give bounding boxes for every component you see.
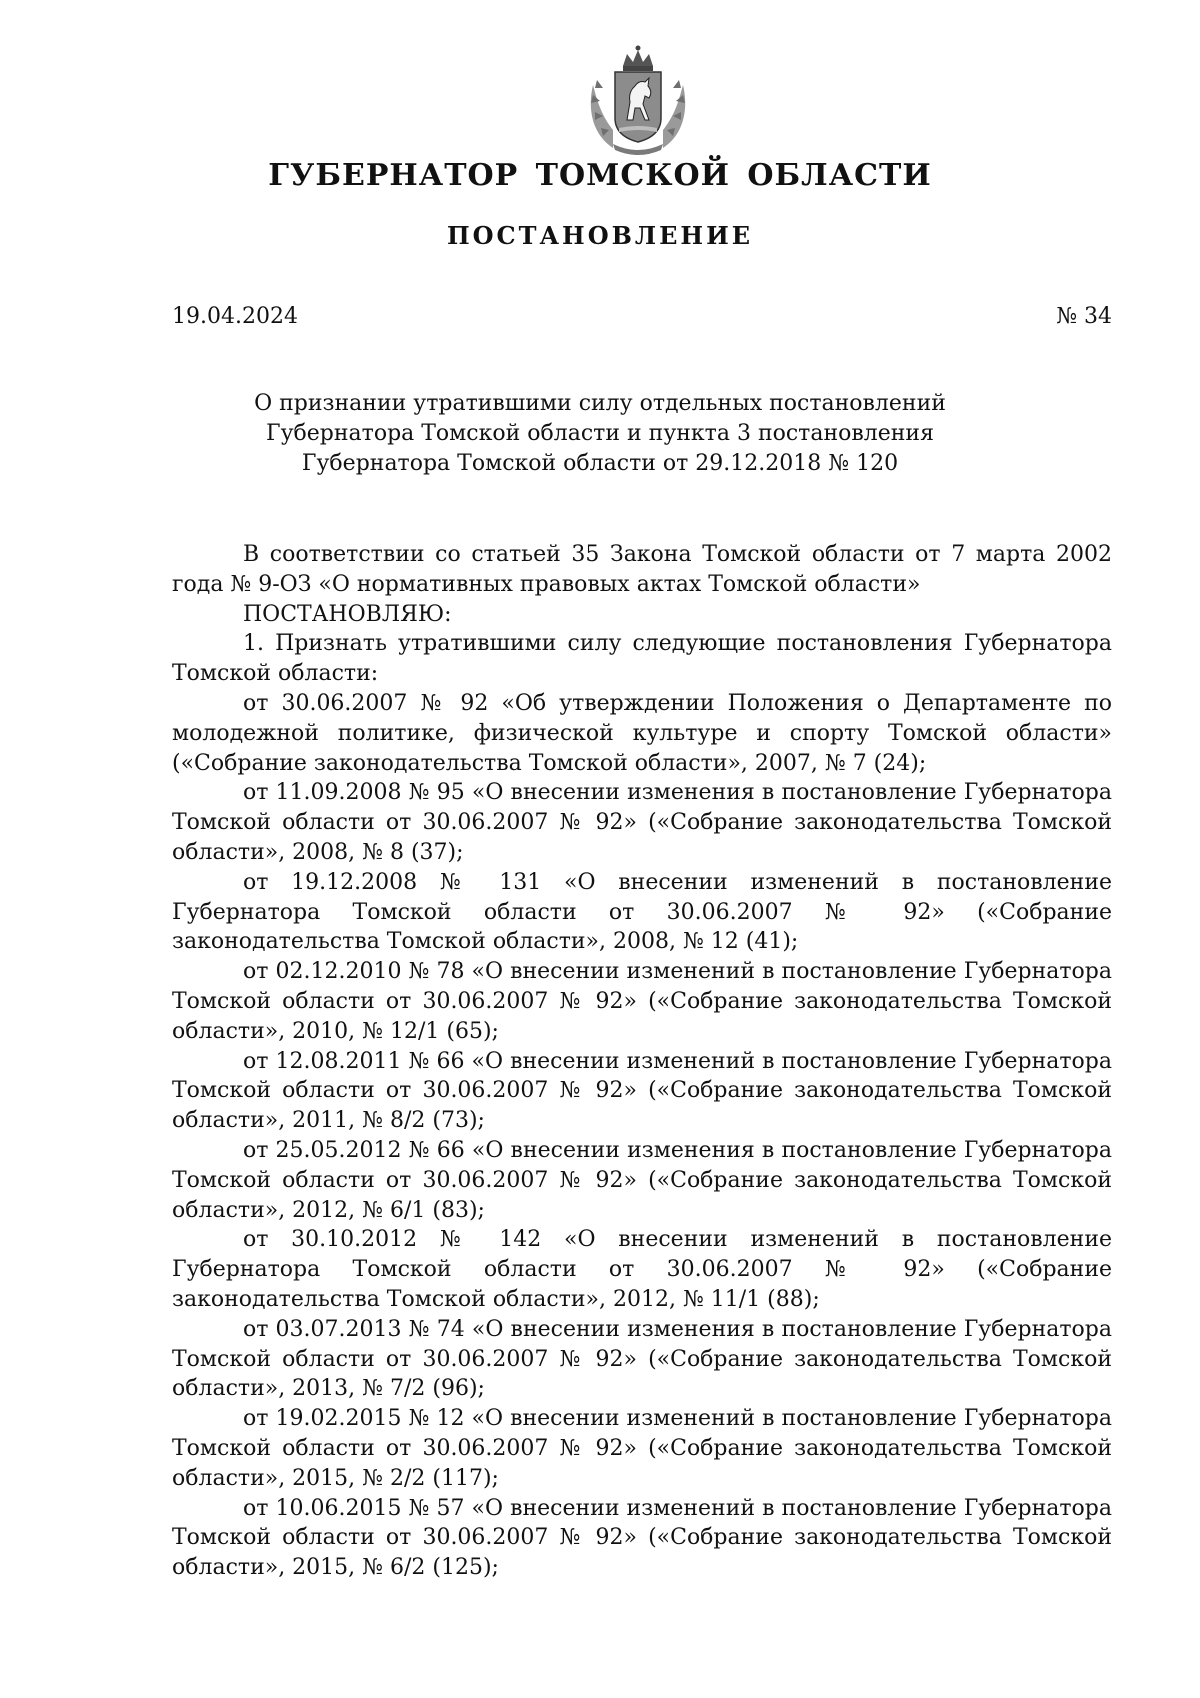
repealed-act-entry: от 12.08.2011 № 66 «О внесении изменений в постановление Губернатора Томской области от 30.06.2007 № 92» («Собрание законодательства Томской области», 2011, № 8/2 (73);	[172, 1048, 1112, 1134]
item-paragraph: 1. Признать утратившими силу следующие постановления Губернатора Томской области:	[172, 631, 1112, 687]
repealed-act-entry: от 03.07.2013 № 74 «О внесении изменения в постановление Губернатора Томской области от 30.06.2007 № 92» («Собрание законодательства Томской области», 2013, № 7/2 (96);	[172, 1316, 1112, 1402]
subject-line: О признании утратившими силу отдельных постановлений	[254, 391, 946, 416]
subject-line: Губернатора Томской области и пункта 3 постановления	[266, 421, 934, 446]
document-number: № 34	[1056, 304, 1112, 329]
repealed-act-entry: от 11.09.2008 № 95 «О внесении изменения в постановление Губернатора Томской области от 30.06.2007 № 92» («Собрание законодательства Томской области», 2008, № 8 (37);	[172, 780, 1112, 865]
repealed-act-entry: от 25.05.2012 № 66 «О внесении изменения в постановление Губернатора Томской области от 30.06.2007 № 92» («Собрание законодательства Томской области», 2012, № 6/1 (83);	[172, 1137, 1112, 1223]
repealed-act-entry: от 19.12.2008 № 131 «О внесении изменений в постановление Губернатора Томской области от 30.06.2007 № 92» («Собрание законодательства Томской области», 2008, № 12 (41);	[172, 869, 1112, 955]
repealed-act-entry: от 02.12.2010 № 78 «О внесении изменений в постановление Губернатора Томской области от 30.06.2007 № 92» («Собрание законодательства Томской области», 2010, № 12/1 (65);	[172, 959, 1112, 1044]
preamble-paragraph: В соответствии со статьей 35 Закона Томской области от 7 марта 2002 года № 9-ОЗ «О нормативных правовых актах Томской области»	[172, 542, 1112, 597]
document-body	[172, 540, 1112, 1583]
tomsk-region-coat-of-arms-icon	[583, 40, 693, 160]
document-subject	[230, 389, 970, 479]
repealed-act-entry: от 30.10.2012 № 142 «О внесении изменений в постановление Губернатора Томской области от 30.06.2007 № 92» («Собрание законодательства Томской области», 2012, № 11/1 (88);	[172, 1227, 1112, 1312]
subject-line: Губернатора Томской области от 29.12.2018 № 120	[301, 451, 899, 476]
document-date: 19.04.2024	[172, 304, 298, 329]
document-type: ПОСТАНОВЛЕНИЕ	[446, 221, 754, 250]
repealed-act-entry: от 30.06.2007 № 92 «Об утверждении Положения о Департаменте по молодежной политике, физической культуре и спорту Томской области» («Собрание законодательства Томской области», 2007, № 7 (24);	[172, 690, 1112, 776]
repealed-act-entry: от 10.06.2015 № 57 «О внесении изменений в постановление Губернатора Томской области от 30.06.2007 № 92» («Собрание законодательства Томской области», 2015, № 6/2 (125);	[172, 1495, 1112, 1581]
decree-word: ПОСТАНОВЛЯЮ:	[243, 601, 452, 627]
repealed-act-entry: от 19.02.2015 № 12 «О внесении изменений в постановление Губернатора Томской области от 30.06.2007 № 92» («Собрание законодательства Томской области», 2015, № 2/2 (117);	[172, 1406, 1112, 1491]
issuing-authority: ГУБЕРНАТОР ТОМСКОЙ ОБЛАСТИ	[268, 158, 932, 193]
